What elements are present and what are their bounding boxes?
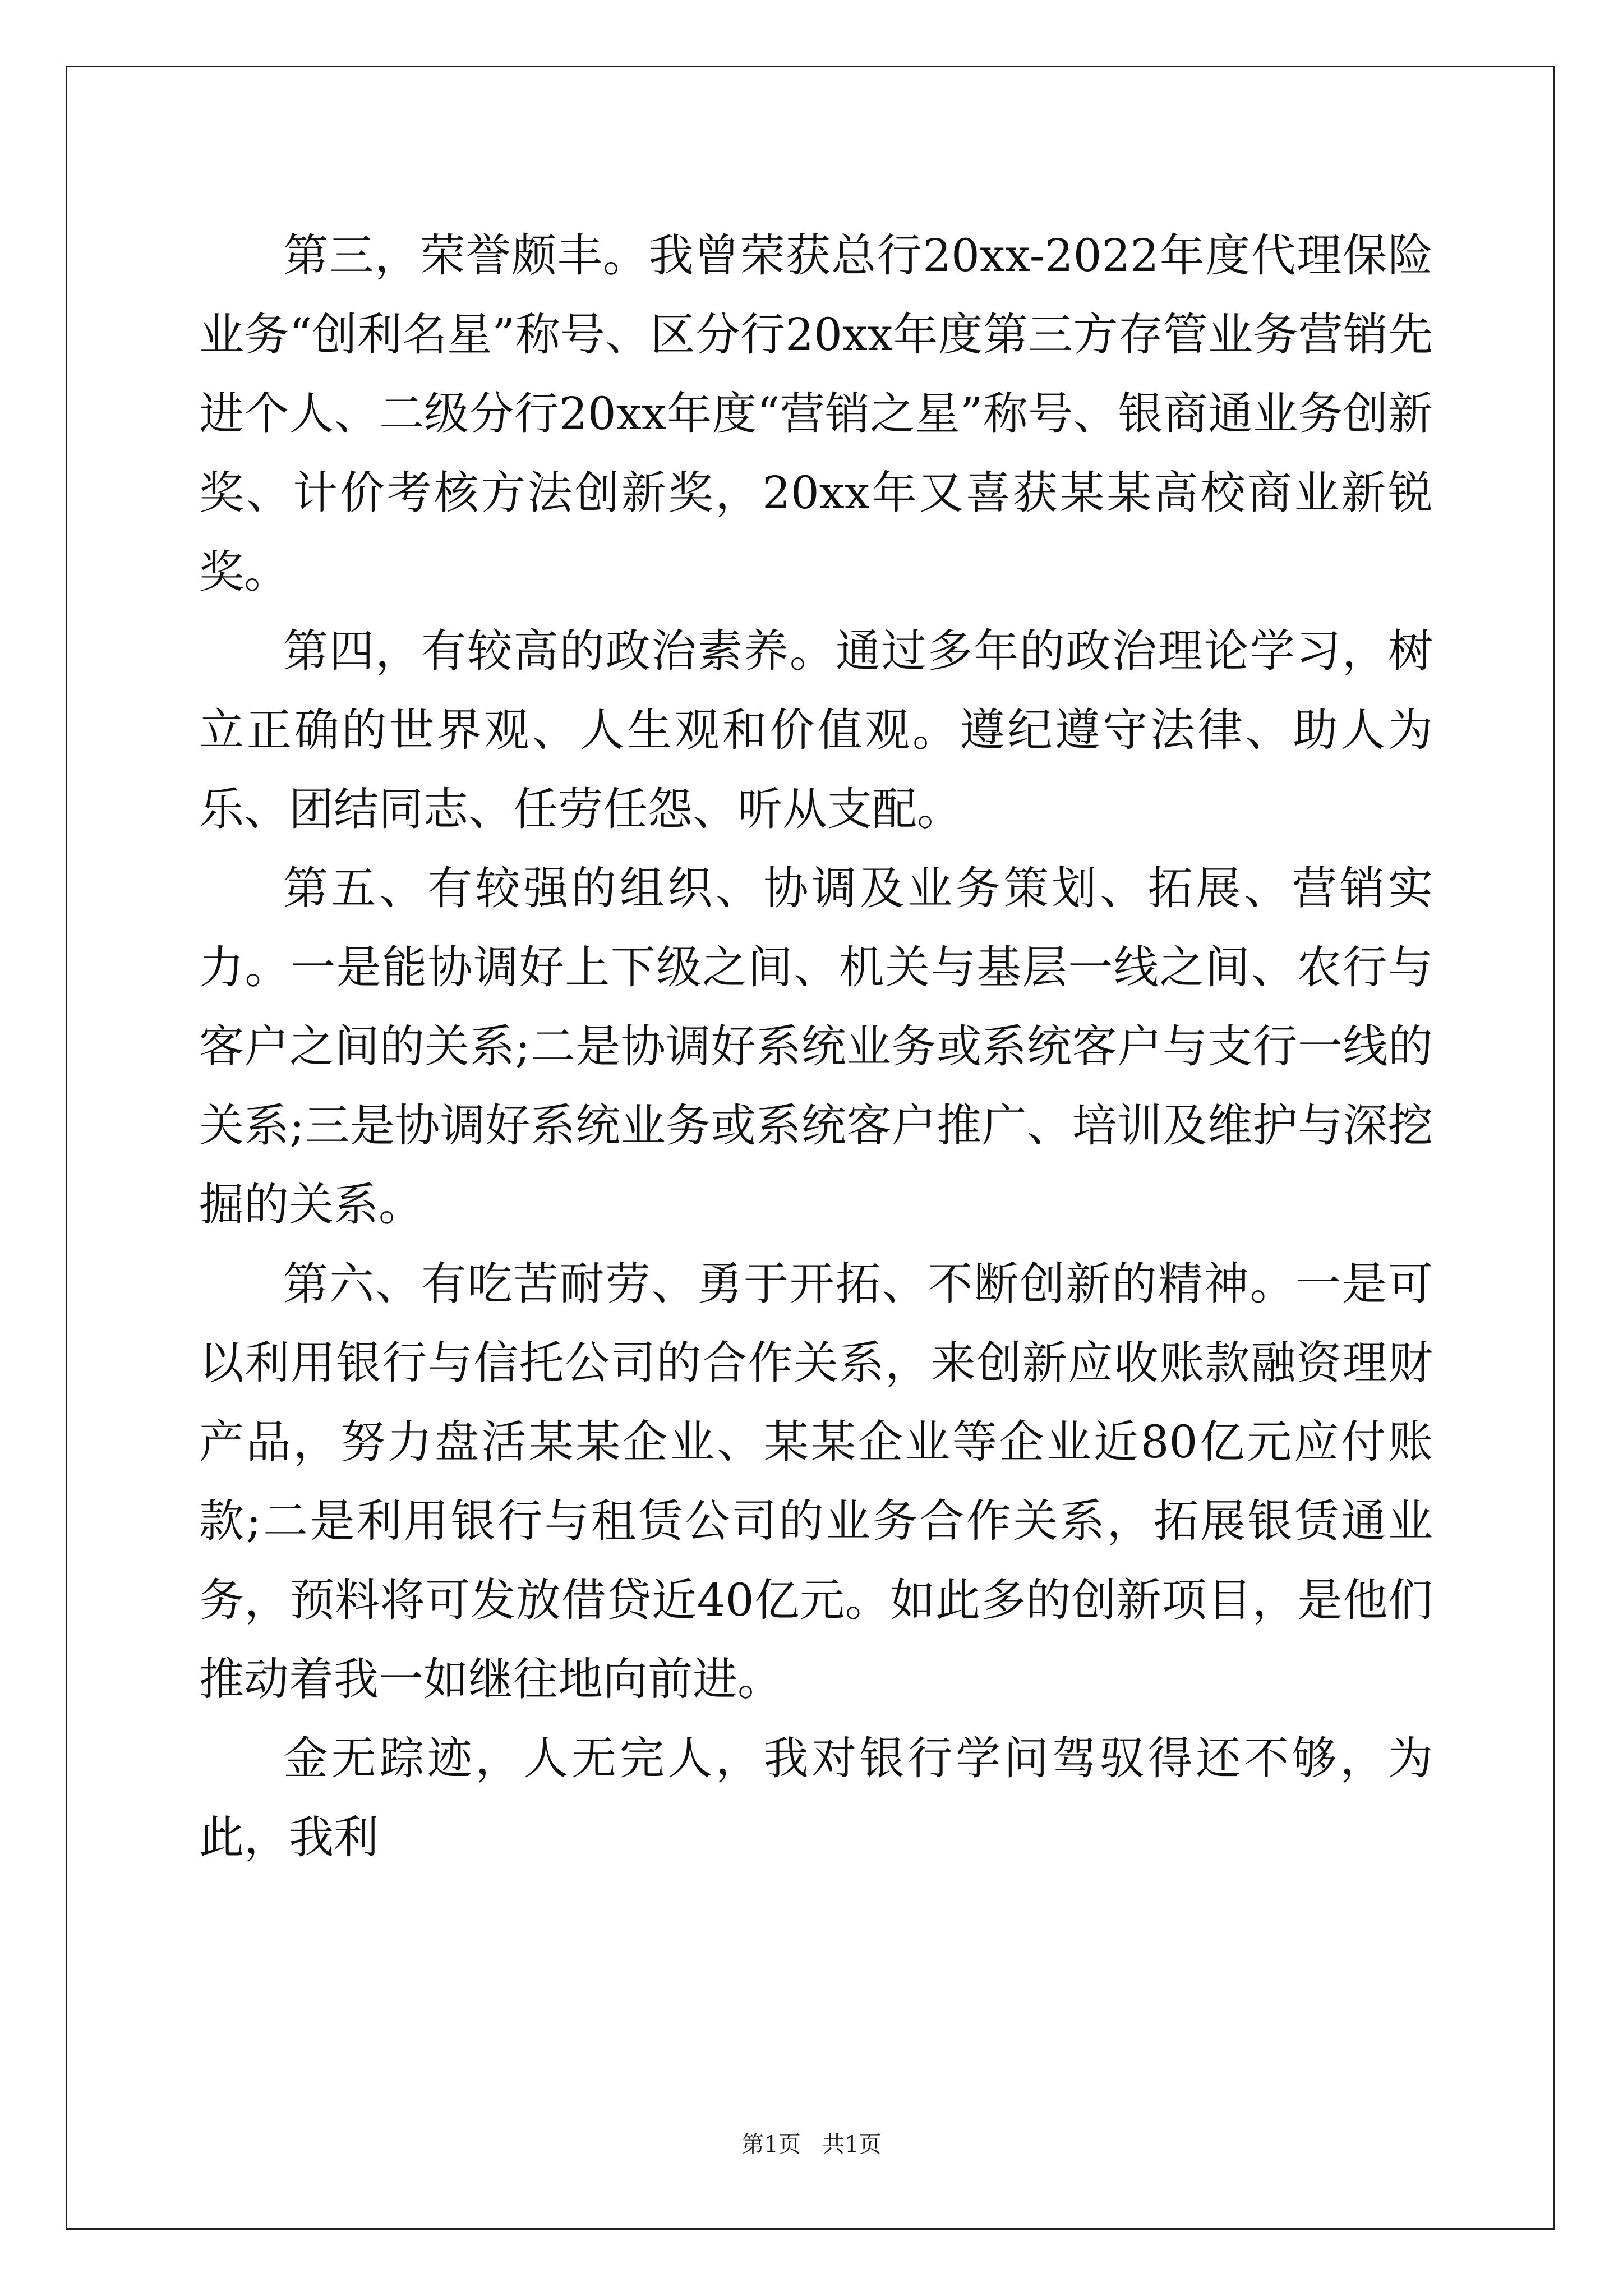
paragraph-innovation: 第六、有吃苦耐劳、勇于开拓、不断创新的精神。一是可以利用银行与信托公司的合作关系，来创新应收账款融资理财产品，努力盘活某某企业、某某企业等企业近80亿元应付账款;二是利用银行与租赁公司的业务合作关系，拓展银赁通业务，预料将可发放借贷近40亿元。如此多的创新项目，是他们推动着我一如继往地向前进。 [199, 1258, 1433, 1705]
document-body [199, 216, 1433, 1877]
page-number: 第1页 [741, 2132, 801, 2157]
page-total: 共1页 [822, 2132, 882, 2157]
paragraph-organization: 第五、有较强的组织、协调及业务策划、拓展、营销实力。一是能协调好上下级之间、机关与基层一线之间、农行与客户之间的关系;二是协调好系统业务或系统客户与支行一线的关系;三是协调好系统业务或系统客户推广、培训及维护与深挖掘的关系。 [199, 862, 1433, 1231]
paragraph-honors: 第三，荣誉颇丰。我曾荣获总行20xx-2022年度代理保险业务“创利名星”称号、区分行20xx年度第三方存管业务营销先进个人、二级分行20xx年度“营销之星”称号、银商通业务创新奖、计价考核方法创新奖，20xx年又喜获某某高校商业新锐奖。 [199, 229, 1433, 598]
paragraph-political: 第四，有较高的政治素养。通过多年的政治理论学习，树立正确的世界观、人生观和价值观。遵纪遵守法律、助人为乐、团结同志、任劳任怨、听从支配。 [199, 625, 1433, 835]
paragraph-closing: 金无踪迹，人无完人，我对银行学问驾驭得还不够，为此，我利 [199, 1732, 1433, 1864]
page-footer [0, 2131, 1623, 2159]
